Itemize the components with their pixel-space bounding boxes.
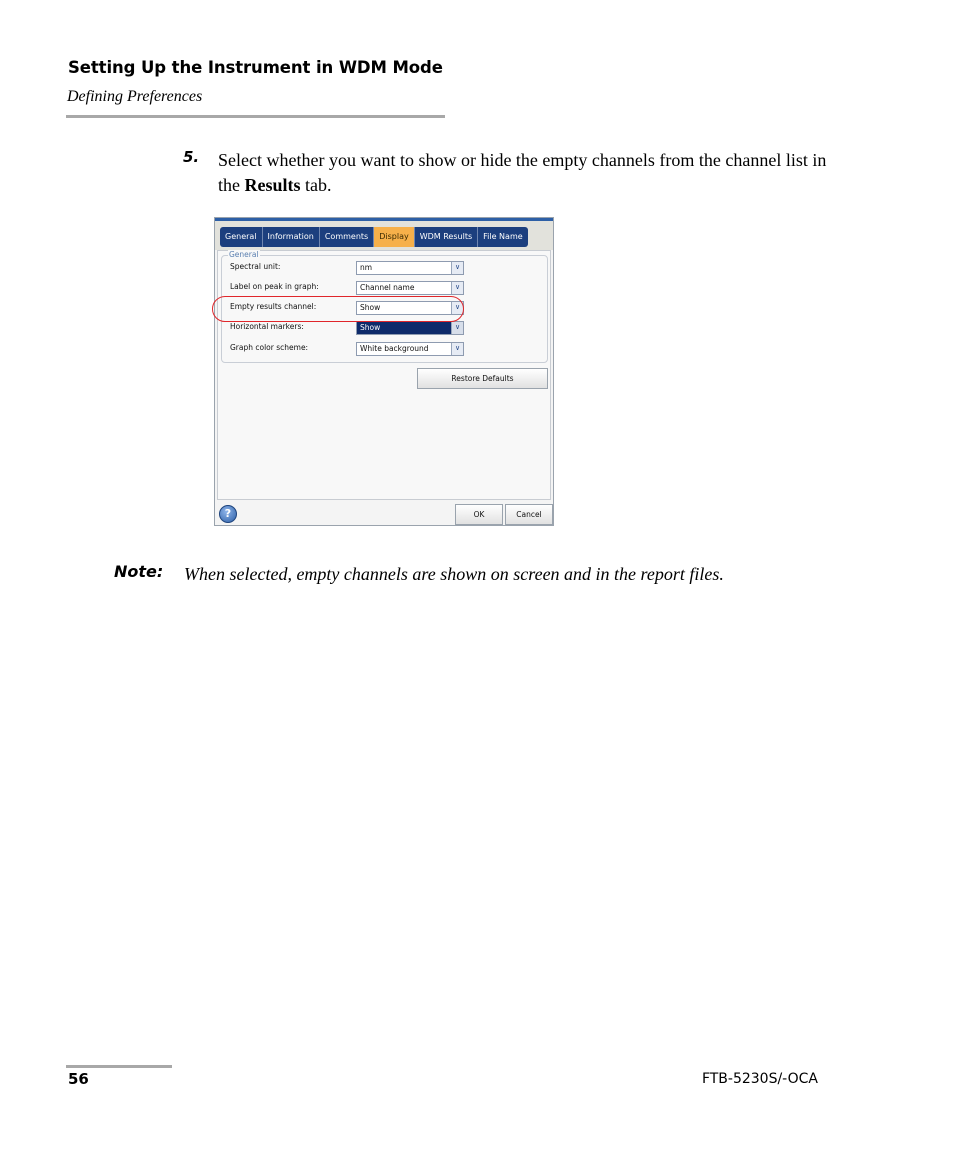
ok-button[interactable]: OK	[455, 504, 503, 525]
tab-display[interactable]: Display	[374, 227, 415, 247]
graph-color-scheme-label: Graph color scheme:	[230, 343, 309, 352]
empty-results-channel-label: Empty results channel:	[230, 302, 317, 311]
label-on-peak-label: Label on peak in graph:	[230, 282, 319, 291]
tab-information[interactable]: Information	[263, 227, 320, 247]
chevron-down-icon[interactable]: ∨	[451, 343, 463, 355]
empty-results-channel-value: Show	[360, 303, 381, 312]
chevron-down-icon[interactable]: ∨	[451, 322, 463, 334]
spectral-unit-label: Spectral unit:	[230, 262, 281, 271]
highlight-callout	[212, 296, 464, 322]
graph-color-scheme-select[interactable]	[356, 342, 464, 356]
label-on-peak-value: Channel name	[360, 283, 415, 292]
header-rule	[66, 115, 445, 118]
chevron-down-icon[interactable]: ∨	[451, 302, 463, 314]
group-title: General	[229, 250, 259, 259]
display-panel	[217, 250, 551, 500]
header-subtitle: Defining Preferences	[67, 88, 203, 105]
cancel-button[interactable]: Cancel	[505, 504, 553, 525]
page-number: 56	[68, 1070, 89, 1088]
step-text-after: tab.	[300, 175, 332, 195]
chevron-down-icon[interactable]: ∨	[451, 262, 463, 274]
chevron-down-icon[interactable]: ∨	[451, 282, 463, 294]
step-text-bold: Results	[244, 175, 301, 195]
tabs	[220, 227, 528, 247]
help-icon[interactable]: ?	[219, 505, 237, 523]
step-number: 5.	[183, 148, 200, 166]
footer-rule	[66, 1065, 172, 1068]
horizontal-markers-label: Horizontal markers:	[230, 322, 304, 331]
tab-comments[interactable]: Comments	[320, 227, 374, 247]
tab-wdm-results[interactable]: WDM Results	[415, 227, 478, 247]
note-label: Note:	[114, 562, 164, 581]
spectral-unit-value: nm	[360, 263, 373, 272]
step-text	[218, 148, 838, 198]
tab-file-name[interactable]: File Name	[478, 227, 528, 247]
horizontal-markers-select[interactable]	[356, 321, 464, 335]
note-text: When selected, empty channels are shown on screen and in the report files.	[184, 564, 724, 584]
restore-defaults-button[interactable]: Restore Defaults	[417, 368, 548, 389]
tab-general[interactable]: General	[220, 227, 263, 247]
product-name: FTB-5230S/-OCA	[701, 1071, 818, 1087]
label-on-peak-select[interactable]	[356, 281, 464, 295]
preferences-dialog	[214, 217, 554, 526]
header-title: Setting Up the Instrument in WDM Mode	[68, 58, 443, 77]
graph-color-scheme-value: White background	[360, 344, 429, 353]
step-text-before: Select whether you want to show or hide the empty channels from the channel list in the	[218, 150, 827, 195]
spectral-unit-select[interactable]	[356, 261, 464, 275]
tab-bar	[215, 221, 553, 250]
horizontal-markers-value: Show	[360, 323, 381, 332]
